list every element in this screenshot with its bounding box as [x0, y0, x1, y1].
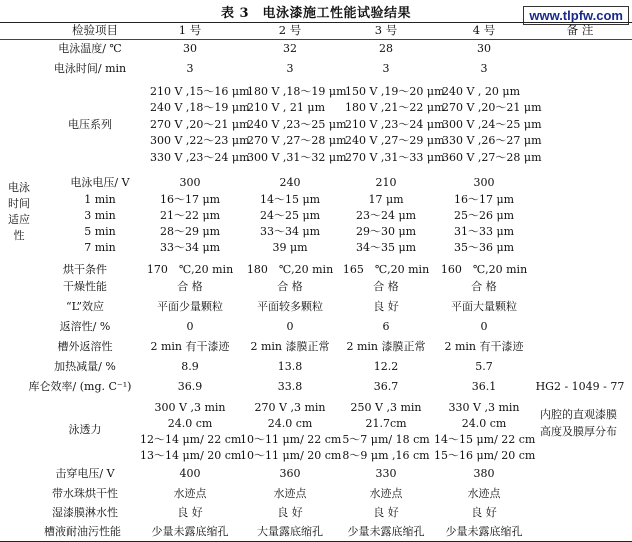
cell-4: 30: [477, 42, 491, 55]
cell-2: 良 好: [277, 506, 303, 519]
cell-1: 400: [179, 467, 201, 480]
cell-3: 210: [375, 176, 397, 189]
cell-3: 合 格: [373, 280, 399, 293]
cell-3: 3: [382, 62, 390, 75]
cell-1: 33～34 μm: [159, 241, 221, 254]
cell-3: 良 好: [373, 300, 399, 313]
cell-3: 150 V ,19～20 μm 180 V ,21～22 μm 210 V ,23～24 μm 240 V ,27～29 μm 270 V ,31～33 μm: [345, 85, 445, 164]
cell-2: 33～34 μm: [259, 225, 321, 238]
cell-1: 170 ℃,20 min: [146, 263, 234, 276]
row-label: 3 min: [84, 209, 116, 222]
cell-4: 3: [480, 62, 488, 75]
row-label: 槽外返溶性: [57, 340, 113, 353]
cell-2: 39 μm: [272, 241, 308, 254]
cell-1: 36.9: [177, 380, 203, 393]
header-col-2: 2 号: [278, 23, 302, 37]
row-label: 1 min: [84, 193, 116, 206]
cell-4: 良 好: [471, 506, 497, 519]
cell-4: 5.7: [475, 360, 493, 373]
cell-1: 0: [186, 320, 194, 333]
cell-1: 少量未露底缩孔: [151, 525, 229, 538]
header-col-4: 4 号: [472, 23, 496, 37]
row-label: “L”效应: [66, 300, 104, 313]
cell-2: 水迹点: [273, 487, 307, 500]
row-label: 返溶性/ %: [59, 320, 111, 333]
cell-1: 30: [183, 42, 197, 55]
header-item: 检验项目: [72, 23, 118, 37]
cell-1: 平面少量颗粒: [157, 300, 223, 313]
cell-3: 12.2: [373, 360, 399, 373]
row-label: 电泳温度/ ℃: [58, 42, 122, 55]
cell-4: 240 V , 20 μm 270 V ,20～21 μm 300 V ,24～25 μm 330 V ,26～27 μm 360 V ,27～28 μm: [442, 85, 542, 164]
cell-3: 36.7: [373, 380, 399, 393]
header-note: 备 注: [566, 23, 594, 37]
cell-2: 360: [279, 467, 301, 480]
cell-4: 380: [473, 467, 495, 480]
row-label: 5 min: [84, 225, 116, 238]
cell-1: 水迹点: [173, 487, 207, 500]
cell-3: 6: [382, 320, 390, 333]
cell-2: 270 V ,3 min 24.0 cm 10～11 μm/ 22 cm 10～11 μm/ 20 cm: [240, 401, 342, 462]
row-label: 槽液耐油污性能: [44, 525, 121, 538]
cell-4: 水迹点: [467, 487, 501, 500]
row-label: 烘干条件: [63, 263, 107, 276]
row-label: 7 min: [84, 241, 116, 254]
header-col-1: 1 号: [178, 23, 202, 37]
cell-3: 250 V ,3 min 21.7cm 5～7 μm/ 18 cm 8～9 μm ,16 cm: [342, 401, 430, 462]
row-label: 带水珠烘干性: [52, 487, 118, 500]
cell-1: 28～29 μm: [159, 225, 221, 238]
cell-4: 35～36 μm: [453, 241, 515, 254]
cell-3: 23～24 μm: [355, 209, 417, 222]
cell-1: 3: [186, 62, 194, 75]
cell-2: 180 ℃,20 min: [246, 263, 334, 276]
cell-2: 180 V ,18～19 μm 210 V , 21 μm 240 V ,23～25 μm 270 V ,27～28 μm 300 V ,31～32 μm: [247, 85, 347, 164]
cell-1: 16～17 μm: [159, 193, 221, 206]
cell-3: 水迹点: [369, 487, 403, 500]
row-label: 电泳时间/ min: [53, 62, 127, 75]
cell-1: 合 格: [177, 280, 203, 293]
row-label: 电压系列: [68, 118, 112, 131]
row-label: 干燥性能: [63, 280, 107, 293]
row-label: 库仑效率/ (mg. C⁻¹): [28, 380, 132, 393]
cell-2: 2 min 漆膜正常: [250, 340, 330, 353]
row-label: 击穿电压/ V: [55, 467, 115, 480]
cell-4: 合 格: [471, 280, 497, 293]
cell-3: 34～35 μm: [355, 241, 417, 254]
cell-4: 平面大量颗粒: [451, 300, 517, 313]
cell-1: 良 好: [177, 506, 203, 519]
watermark-logo: www.tlpfw.com: [523, 6, 629, 25]
table-title: 表 3 电泳漆施工性能试验结果: [220, 6, 412, 21]
cell-3: 良 好: [373, 506, 399, 519]
cell-4: 36.1: [471, 380, 497, 393]
cell-3: 少量未露底缩孔: [347, 525, 425, 538]
cell-3: 28: [379, 42, 393, 55]
cell-2: 平面较多颗粒: [257, 300, 323, 313]
cell-4: 330 V ,3 min 24.0 cm 14～15 μm/ 22 cm 15～16 μm/ 20 cm: [434, 401, 536, 462]
row-label: 加热减量/ %: [54, 360, 116, 373]
side-label: 电泳 时间 适应 性: [8, 181, 30, 242]
cell-3: 2 min 漆膜正常: [346, 340, 426, 353]
cell-1: 2 min 有干漆迹: [150, 340, 230, 353]
cell-3: 29～30 μm: [355, 225, 417, 238]
cell-2: 32: [283, 42, 297, 55]
cell-1: 300 V ,3 min 24.0 cm 12～14 μm/ 22 cm 13～14 μm/ 20 cm: [140, 401, 242, 462]
cell-1: 210 V ,15～16 μm 240 V ,18～19 μm 270 V ,20～21 μm 300 V ,22～23 μm 330 V ,23～24 μm: [150, 85, 250, 164]
cell-3: 17 μm: [368, 193, 404, 206]
cell-4: 少量未露底缩孔: [445, 525, 523, 538]
cell-1: 300: [179, 176, 201, 189]
cell-4: 25～26 μm: [453, 209, 515, 222]
cell-3: 165 ℃,20 min: [342, 263, 430, 276]
cell-4: 31～33 μm: [453, 225, 515, 238]
note-cell: HG2 - 1049 - 77: [535, 380, 625, 393]
cell-2: 大量露底缩孔: [257, 525, 323, 538]
cell-1: 21～22 μm: [159, 209, 221, 222]
cell-3: 330: [375, 467, 397, 480]
note-cell: 内腔的直观漆膜高度及膜厚分布: [540, 408, 617, 438]
cell-2: 14～15 μm: [259, 193, 321, 206]
header-rule: [0, 39, 632, 40]
cell-4: 16～17 μm: [453, 193, 515, 206]
cell-2: 合 格: [277, 280, 303, 293]
cell-4: 300: [473, 176, 495, 189]
cell-2: 13.8: [277, 360, 303, 373]
row-label: 电泳电压/ V: [70, 176, 130, 189]
cell-4: 0: [480, 320, 488, 333]
cell-2: 0: [286, 320, 294, 333]
cell-2: 3: [286, 62, 294, 75]
cell-4: 160 ℃,20 min: [440, 263, 528, 276]
cell-2: 24～25 μm: [259, 209, 321, 222]
cell-2: 33.8: [277, 380, 303, 393]
cell-4: 2 min 有干漆迹: [444, 340, 524, 353]
row-label: 湿漆膜淋水性: [52, 506, 118, 519]
cell-2: 240: [279, 176, 301, 189]
row-label: 泳透力: [68, 423, 102, 436]
cell-1: 8.9: [181, 360, 199, 373]
header-col-3: 3 号: [374, 23, 398, 37]
